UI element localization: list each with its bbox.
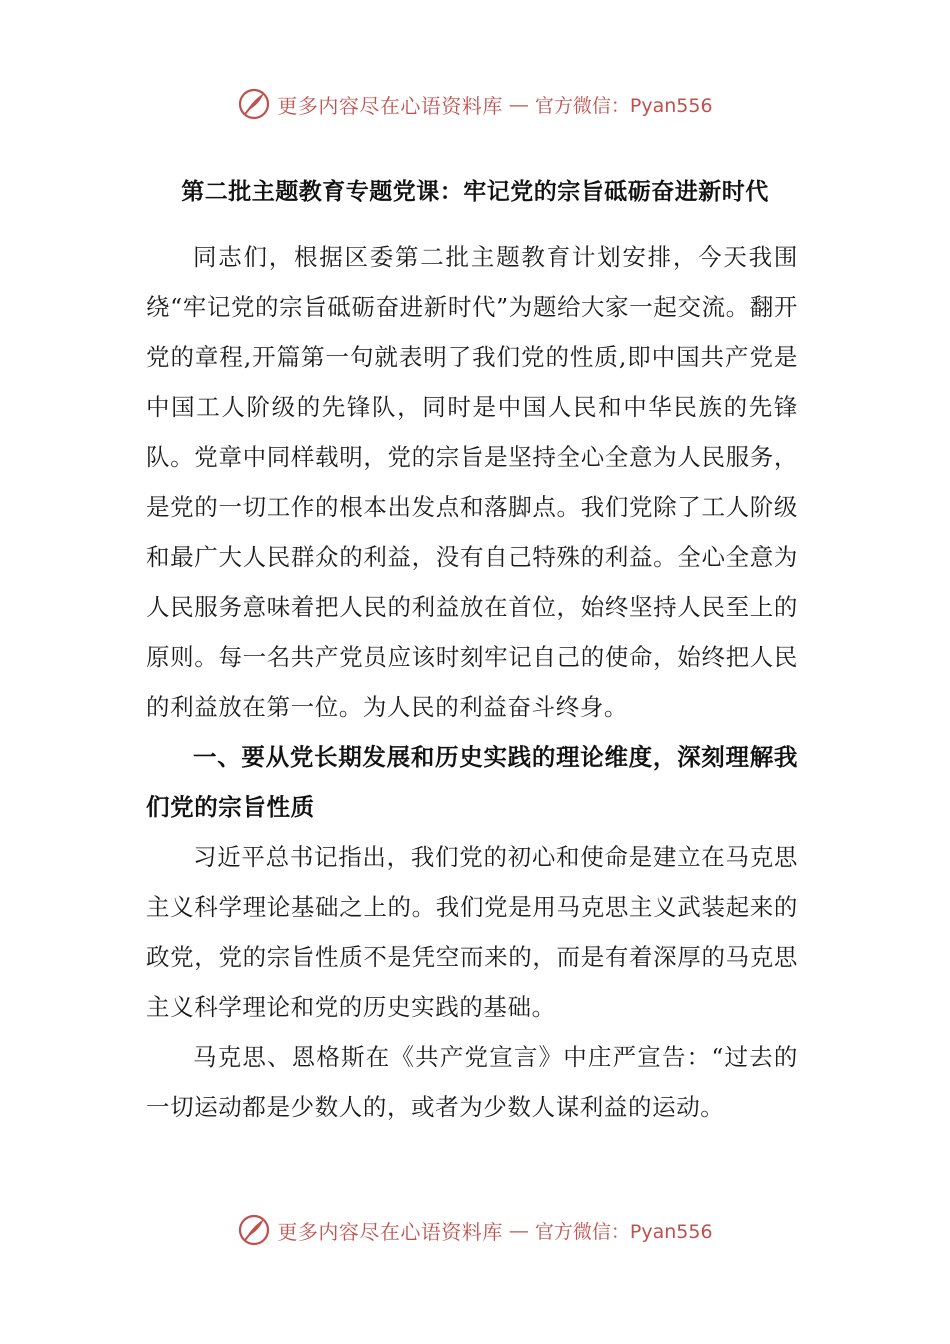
section-paragraph: 习近平总书记指出，我们党的初心和使命是建立在马克思主义科学理论基础之上的。我们党是用马克思主义武装起来的政党，党的宗旨性质不是凭空而来的，而是有着深厚的马克思主义科学理论和党的历史实践的基础。: [146, 843, 798, 1021]
intro-paragraph: 同志们，根据区委第二批主题教育计划安排，今天我围绕“牢记党的宗旨砥砺奋进新时代”为题给大家一起交流。翻开党的章程,开篇第一句就表明了我们党的性质,即中国共产党是中国工人阶级的先锋队，同时是中国人民和中华民族的先锋队。党章中同样载明，党的宗旨是坚持全心全意为人民服务，是党的一切工作的根本出发点和落脚点。我们党除了工人阶级和最广大人民群众的利益，没有自己特殊的利益。全心全意为人民服务意味着把人民的利益放在首位，始终坚持人民至上的原则。每一名共产党员应该时刻牢记自己的使命，始终把人民的利益放在第一位。为人民的利益奋斗终身。: [146, 243, 798, 721]
banner-separator: —: [508, 92, 529, 116]
banner-separator: —: [508, 1218, 529, 1242]
banner-site-name: 更多内容尽在心语资料库: [277, 93, 503, 118]
document-title: 第二批主题教育专题党课：牢记党的宗旨砥砺奋进新时代: [181, 179, 769, 205]
section-paragraph: 马克思、恩格斯在《共产党宣言》中庄严宣告：“过去的一切运动都是少数人的，或者为少数人谋利益的运动。: [146, 1043, 798, 1121]
header-watermark-banner: [0, 84, 950, 124]
quill-pen-logo-icon: [237, 1213, 271, 1247]
quill-pen-logo-icon: [237, 87, 271, 121]
banner-contact: 官方微信：Pyan556: [534, 94, 713, 117]
document-body: [146, 232, 798, 1132]
section-heading: 一、要从党长期发展和历史实践的理论维度，深刻理解我们党的宗旨性质: [146, 743, 798, 821]
footer-watermark-banner: [0, 1210, 950, 1250]
banner-site-name: 更多内容尽在心语资料库: [277, 1219, 503, 1244]
banner-contact: 官方微信：Pyan556: [534, 1220, 713, 1243]
